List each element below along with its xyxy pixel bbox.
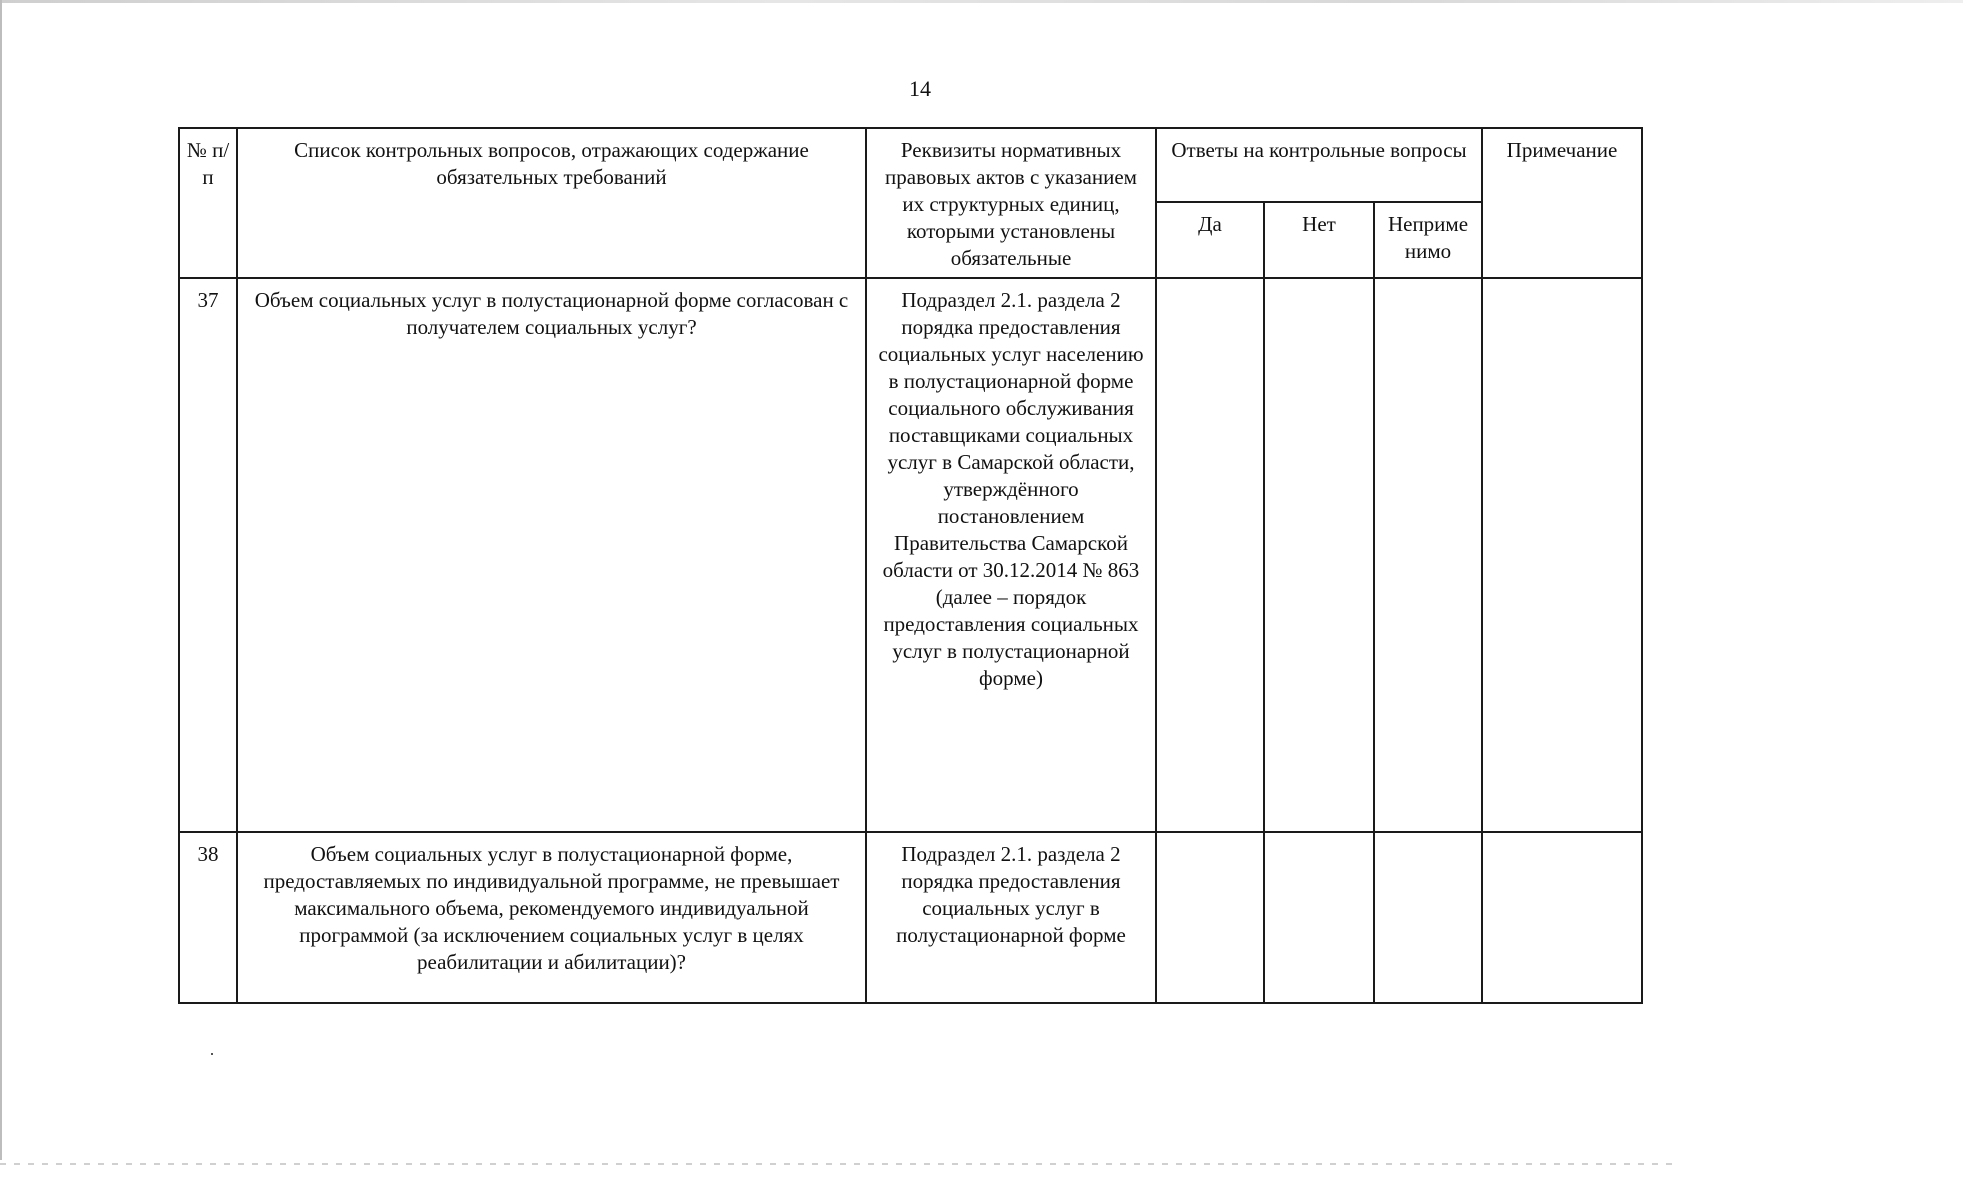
row-note-cell xyxy=(1482,278,1642,832)
header-questions: Список контрольных вопросов, отражающих содержание обязательных требований xyxy=(237,128,866,278)
scan-speck xyxy=(211,1053,213,1055)
header-answer-na: Неприме нимо xyxy=(1374,202,1482,278)
row-requisites: Подраздел 2.1. раздела 2 порядка предоставления социальных услуг в полустационарной форме xyxy=(866,832,1156,1003)
table-row xyxy=(179,278,1642,832)
row-number: 38 xyxy=(179,832,237,1003)
row-question: Объем социальных услуг в полустационарной форме, предоставляемых по индивидуальной программе, не превышает максимального объема, рекомендуемого индивидуальной программой (за исключением социальных услуг в целях реабилитации и абилитации)? xyxy=(237,832,866,1003)
header-answer-yes: Да xyxy=(1156,202,1264,278)
scan-edge-left xyxy=(0,0,2,1160)
row-answer-no-cell xyxy=(1264,832,1374,1003)
header-requisites xyxy=(866,128,1156,278)
checklist-sheet xyxy=(178,127,1643,1004)
header-row-top xyxy=(179,128,1642,202)
row-note-cell xyxy=(1482,832,1642,1003)
row-answer-na-cell xyxy=(1374,278,1482,832)
checklist-table xyxy=(178,127,1643,1004)
scan-edge-top xyxy=(0,0,1963,3)
header-answer-no: Нет xyxy=(1264,202,1374,278)
header-answers: Ответы на контрольные вопросы xyxy=(1156,128,1482,202)
row-question: Объем социальных услуг в полустационарной форме согласован с получателем социальных услуг? xyxy=(237,278,866,832)
row-answer-yes-cell xyxy=(1156,832,1264,1003)
header-number: № п/п xyxy=(179,128,237,278)
header-note: Примечание xyxy=(1482,128,1642,278)
row-answer-na-cell xyxy=(1374,832,1482,1003)
header-requisites-text: Реквизиты нормативных правовых актов с указанием их структурных единиц, которыми установлены обязательные xyxy=(885,138,1137,270)
table-row xyxy=(179,832,1642,1003)
row-answer-yes-cell xyxy=(1156,278,1264,832)
row-requisites: Подраздел 2.1. раздела 2 порядка предоставления социальных услуг населению в полустационарной форме социального обслуживания поставщиками социальных услуг в Самарской области, утверждённого постановлением Правительства Самарской области от 30.12.2014 № 863 (далее – порядок предоставления социальных услуг в полустационарной форме) xyxy=(866,278,1156,832)
row-answer-no-cell xyxy=(1264,278,1374,832)
row-number: 37 xyxy=(179,278,237,832)
page-number: 14 xyxy=(909,76,931,101)
scan-edge-bottom xyxy=(0,1163,1680,1165)
